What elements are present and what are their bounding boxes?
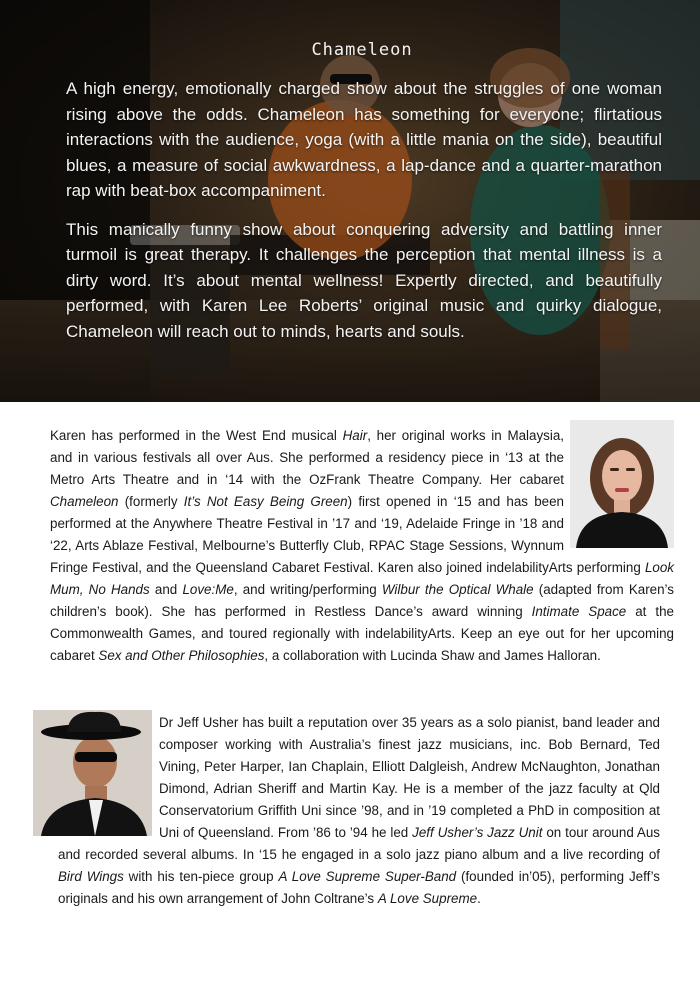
jeff-bio-paragraph: Dr Jeff Usher has built a reputation over 35 years as a solo pianist, band leader and composer working with Australia’s finest jazz musicians, inc. Bob Bernard, Ted Vining, Peter Harper, Ian Chaplain, Elliott Dalgleish, Andrew McNaughton, Jonathan Dimond, Adrian Sheriff and Martin Kay. He is a member of the jazz faculty at Qld Conservatorium Griffith Uni since ’98, and in ’19 completed a PhD in composition at Uni of Queensland. From ’86 to ’94 he led Jeff Usher’s Jazz Unit on tour around Aus and recorded several albums. In ‘15 he engaged in a solo jazz piano album and a live recording of Bird Wings with his ten-piece group A Love Supreme Super-Band (founded in’05), performing Jeff’s originals and his own arrangement of John Coltrane’s A Love Supreme.	[58, 715, 660, 906]
show-description-paragraph: A high energy, emotionally charged show about the struggles of one woman rising above the odds. Chameleon has something for everyone; flirtatious interactions with the audience, yoga (with a little mania on the side), beautiful blues, a measure of social awkwardness, a lap-dance and a quarter-marathon rap with beat-box accompaniment.	[66, 79, 662, 200]
karen-bio	[50, 425, 674, 667]
hero-banner	[0, 0, 700, 402]
jeff-bio	[58, 712, 660, 910]
show-description-paragraph: This manically funny show about conquering adversity and battling inner turmoil is great therapy. It challenges the perception that mental illness is a dirty word. It’s about mental wellness! Expertly directed, and beautifully performed, with Karen Lee Roberts’ original music and quirky dialogue, Chameleon will reach out to minds, hearts and souls.	[66, 219, 662, 341]
show-description	[66, 76, 662, 357]
karen-bio-paragraph: Karen has performed in the West End musical Hair, her original works in Malaysia, and in various festivals all over Aus. She performed a residency piece in ‘13 at the Metro Arts Theatre and in ‘14 with the OzFrank Theatre Company. Her cabaret Chameleon (formerly It’s Not Easy Being Green) first opened in ‘15 and has been performed at the Anywhere Theatre Festival in ’17 and ‘19, Adelaide Fringe in ’18 and ‘22, Arts Ablaze Festival, Melbourne’s Butterfly Club, RPAC Stage Sessions, Wynnum Fringe Festival, and the Queensland Cabaret Festival. Karen also joined indelabilityArts performing Look Mum, No Hands and Love:Me, and writing/performing Wilbur the Optical Whale (adapted from Karen’s children’s book). She has performed in Restless Dance’s award winning Intimate Space at the Commonwealth Games, and toured regionally with indelabilityArts. Keep an eye out for her upcoming cabaret Sex and Other Philosophies, a collaboration with Lucinda Shaw and James Halloran.	[50, 428, 674, 663]
show-title: Chameleon	[311, 40, 413, 60]
